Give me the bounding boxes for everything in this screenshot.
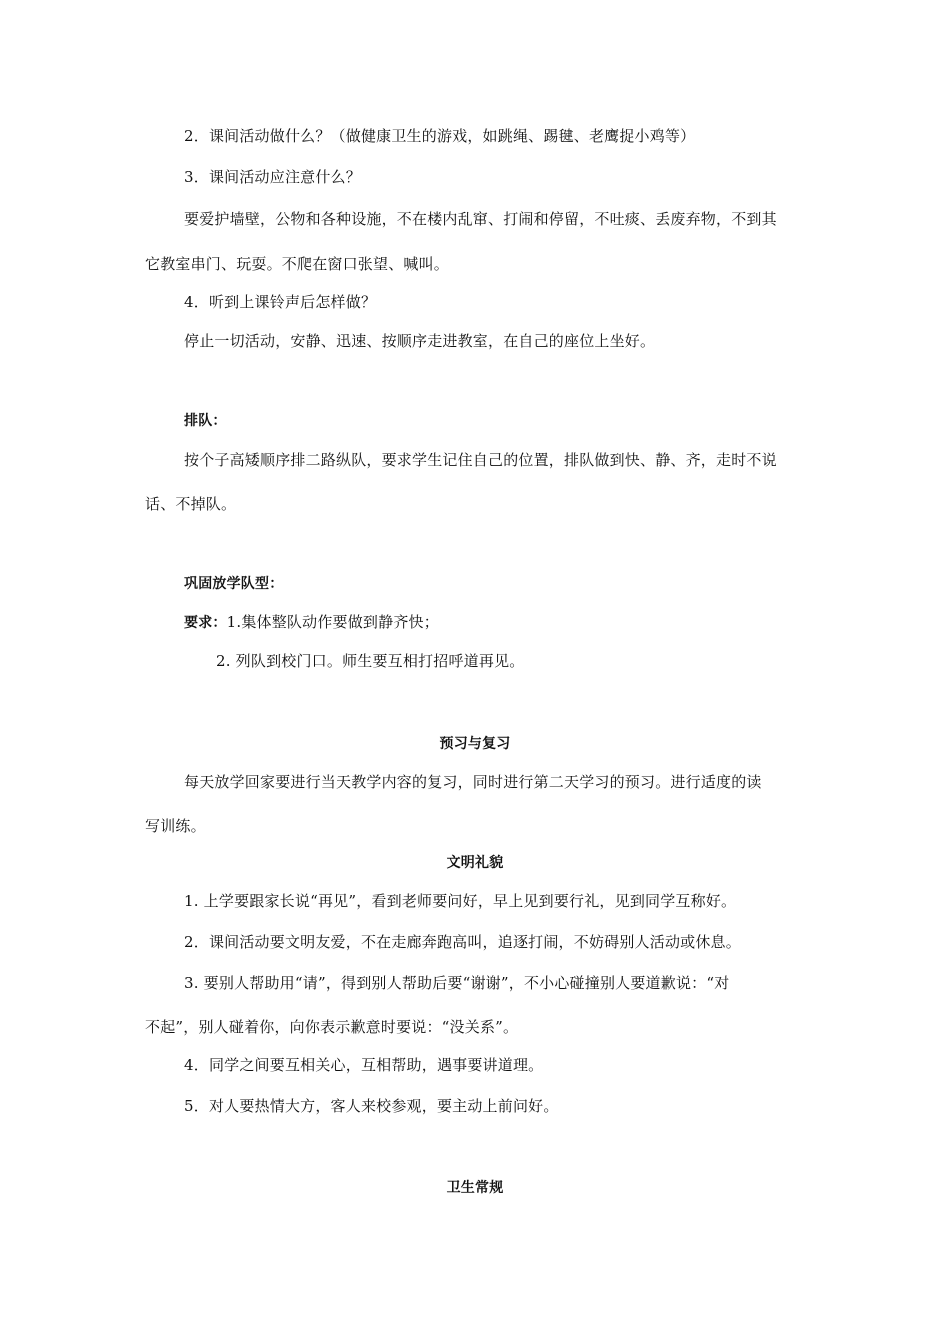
dismissal-requirement-1 (184, 612, 439, 633)
dismissal-requirement-1-text: 1.集体整队动作要做到静齐快； (226, 613, 439, 631)
activity-question-2: 2．课间活动做什么？（做健康卫生的游戏，如跳绳、踢毽、老鹰捉小鸡等） (184, 127, 696, 145)
manners-item-2: 2．课间活动要文明友爱，不在走廊奔跑高叫，追逐打闹，不妨碍别人活动或休息。 (184, 933, 741, 951)
activity-answer-3-line1: 要爱护墙壁，公物和各种设施，不在楼内乱窜、打闹和停留，不吐痰、丢废弃物，不到其 (184, 210, 777, 228)
review-title: 预习与复习 (439, 736, 511, 752)
review-line2: 写训练。 (145, 817, 206, 835)
manners-item-3-line2: 不起”，别人碰着你，向你表示歉意时要说：“没关系”。 (145, 1018, 519, 1036)
queue-line2: 话、不掉队。 (145, 495, 237, 513)
manners-title: 文明礼貌 (446, 855, 504, 871)
manners-item-5: 5．对人要热情大方，客人来校参观，要主动上前问好。 (184, 1097, 559, 1115)
activity-answer-4: 停止一切活动，安静、迅速、按顺序走进教室，在自己的座位上坐好。 (184, 332, 656, 350)
activity-question-4: 4．听到上课铃声后怎样做？ (184, 293, 377, 311)
dismissal-requirement-label: 要求： (184, 615, 227, 631)
dismissal-requirement-2: 2. 列队到校门口。师生要互相打招呼道再见。 (216, 652, 525, 670)
manners-item-3-line1: 3. 要别人帮助用“请”，得到别人帮助后要“谢谢”，不小心碰撞别人要道歉说：“对 (184, 974, 730, 992)
review-line1: 每天放学回家要进行当天教学内容的复习，同时进行第二天学习的预习。进行适度的读 (184, 773, 762, 791)
manners-item-1: 1. 上学要跟家长说“再见”，看到老师要问好，早上见到要行礼，见到同学互称好。 (184, 892, 737, 910)
hygiene-title: 卫生常规 (446, 1180, 504, 1196)
activity-question-3: 3．课间活动应注意什么？ (184, 168, 361, 186)
queue-line1: 按个子高矮顺序排二路纵队，要求学生记住自己的位置，排队做到快、静、齐，走时不说 (184, 451, 777, 469)
activity-answer-3-line2: 它教室串门、玩耍。不爬在窗口张望、喊叫。 (145, 255, 450, 273)
manners-item-4: 4．同学之间要互相关心，互相帮助，遇事要讲道理。 (184, 1056, 544, 1074)
queue-heading: 排队： (184, 413, 227, 429)
dismissal-heading: 巩固放学队型： (184, 576, 284, 592)
